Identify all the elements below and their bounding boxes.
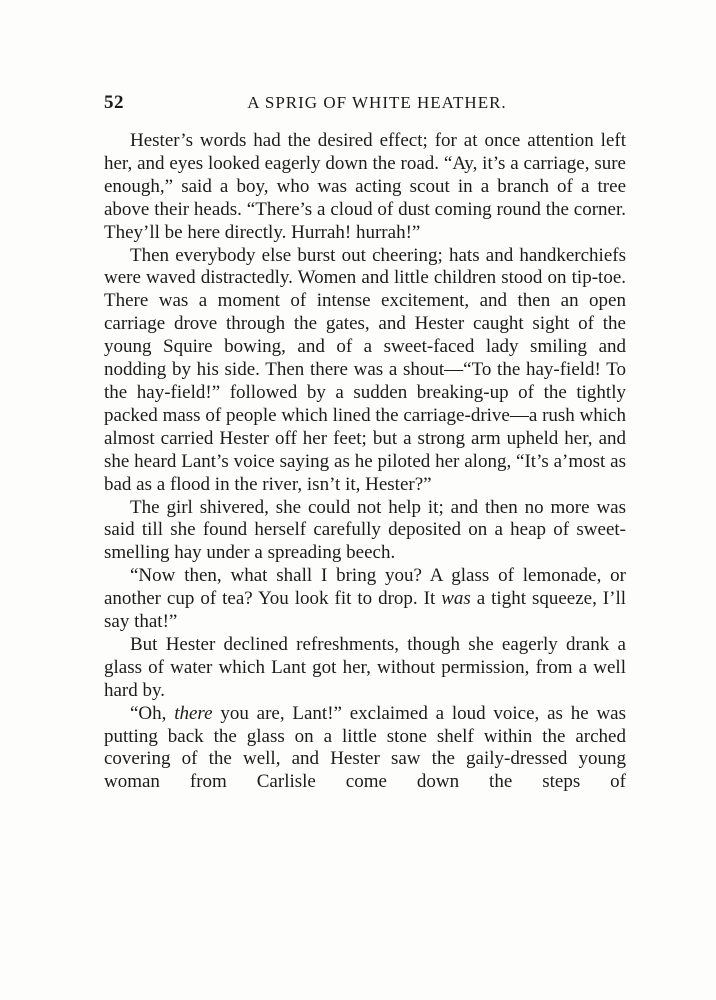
paragraph-text: Then everybody else burst out cheering; hats and handkerchiefs were waved distractedly. Women and little children stood on tip-toe. There was a moment of intense excitement, and then an open carriage drove through the gates, and Hester caught sight of the young Squire bowing, and of a sweet-faced lady smiling and nodding by his side. Then there was a shout—“To the hay-field! To the hay-field!” followed by a sudden breaking-up of the tightly packed mass of people which lined the carriage-drive—a rush which almost carried Hester off her feet; but a strong arm upheld her, and she heard Lant’s voice saying as he piloted her along, “It’s a’most as bad as a flood in the river, isn’t it, Hester?” [104, 244, 626, 495]
running-title: A SPRIG OF WHITE HEATHER. [247, 93, 507, 112]
paragraph-text: a tight squeeze, I’ll say that!” [104, 588, 626, 633]
paragraph [104, 130, 626, 245]
paragraph-text: Hester’s words had the desired effect; for at once attention left her, and eyes looked eagerly down the road. “Ay, it’s a carriage, sure enough,” said a boy, who was acting scout in a branch of a tree above their heads. “There’s a cloud of dust coming round the corner. They’ll be here directly. Hurrah! hurrah!” [104, 130, 626, 243]
paragraph-text: The girl shivered, she could not help it; and then no more was said till she found herself carefully deposited on a heap of sweet-smelling hay under a spreading beech. [104, 496, 626, 564]
page-number: 52 [104, 92, 124, 113]
body-text [104, 130, 626, 794]
paragraph [104, 634, 626, 703]
paragraph-text: “Oh, [130, 702, 175, 724]
paragraph-text: “Now then, what shall I bring you? A glass of lemonade, or another cup of tea? You look fit to drop. It [104, 565, 626, 610]
emphasis-text: was [441, 588, 471, 610]
paragraph [104, 565, 626, 634]
paragraph [104, 245, 626, 497]
paragraph-text: But Hester declined refreshments, though she eagerly drank a glass of water which Lant got her, without permission, from a well hard by. [104, 633, 626, 701]
emphasis-text: there [174, 702, 213, 724]
paragraph-text: you are, Lant!” exclaimed a loud voice, as he was putting back the glass on a little stone shelf within the arched covering of the well, and Hester saw the gaily-dressed young woman from Carlisle come down the steps of [104, 702, 626, 793]
page-header [104, 92, 626, 118]
paragraph [104, 703, 626, 795]
paragraph [104, 497, 626, 566]
